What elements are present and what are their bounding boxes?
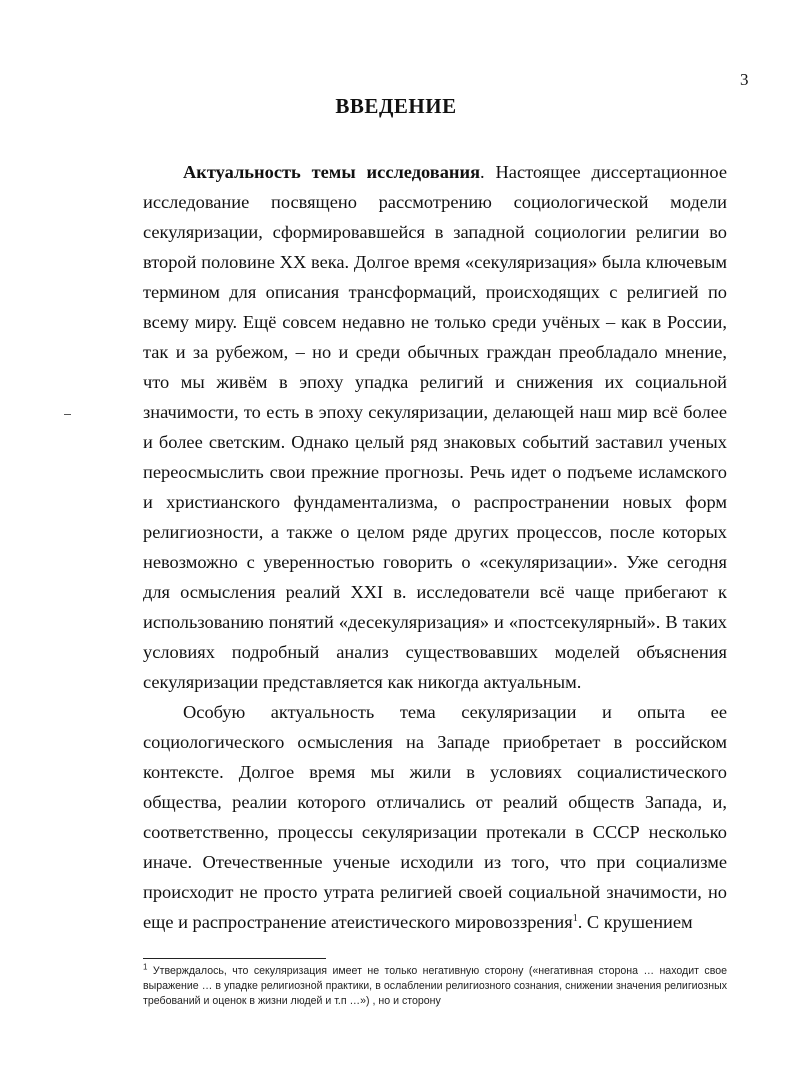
paragraph-text: Особую актуальность тема секуляризации и опыта ее социологического осмысления на Западе приобретает в российском контексте. Долгое время мы жили в условиях социалистического общества, реалии которого отличались от реалий обществ Запада, и, соответственно, процессы секуляризации протекали в СССР несколько иначе. Отечественные ученые исходили из того, что при социализме происходит не просто утрата религией своей социальной значимости, но еще и распространение атеистического мировоззрения — [143, 702, 727, 932]
paragraph-text: . Настоящее диссертационное исследование посвящено рассмотрению социологической модели секуляризации, сформировавшейся в западной социологии религии во второй половине XX века. Долгое время «секуляризация» была ключевым термином для описания трансформаций, происходящих с религией по всему миру. Ещё совсем недавно не только среди учёных – как в России, так и за рубежом, – но и среди обычных граждан преобладало мнение, что мы живём в эпоху упадка религий и снижения их социальной значимости, то есть в эпоху секуляризации, делающей наш мир всё более и более светским. Однако целый ряд знаковых событий заставил ученых переосмыслить свои прежние прогнозы. Речь идет о подъеме исламского и христианского фундаментализма, о распространении новых форм религиозности, а также о целом ряде других процессов, после которых невозможно с уверенностью говорить о «секуляризации». Уже сегодня для осмысления реалий XXI в. исследователи всё чаще прибегают к использованию понятий «десекуляризация» и «постсекулярный». В таких условиях подробный анализ существовавших моделей объяснения секуляризации представляется как никогда актуальным. — [143, 162, 727, 692]
paragraph-2 — [143, 697, 727, 937]
chapter-title: ВВЕДЕНИЕ — [335, 94, 457, 118]
footnote-divider — [143, 958, 326, 959]
paragraph-1 — [143, 157, 727, 697]
footnote-reference[interactable]: 1 — [572, 912, 578, 924]
paragraph-lead: Актуальность темы исследования — [183, 162, 481, 182]
margin-mark — [64, 414, 71, 415]
page-number: 3 — [740, 70, 749, 89]
body-text — [143, 157, 727, 937]
footnote-marker: 1 — [143, 962, 148, 972]
paragraph-text-continued: . С крушением — [577, 912, 693, 932]
footnote — [143, 964, 727, 1009]
footnote-text: Утверждалось, что секуляризация имеет не только негативную сторону («негативная сторона … находит свое выражение … в упадке религиозной практики, в ослаблении религиозного сознания, снижении значения религиозных требований и оценок в жизни людей и т.п …») , но и сторону — [143, 965, 727, 1007]
